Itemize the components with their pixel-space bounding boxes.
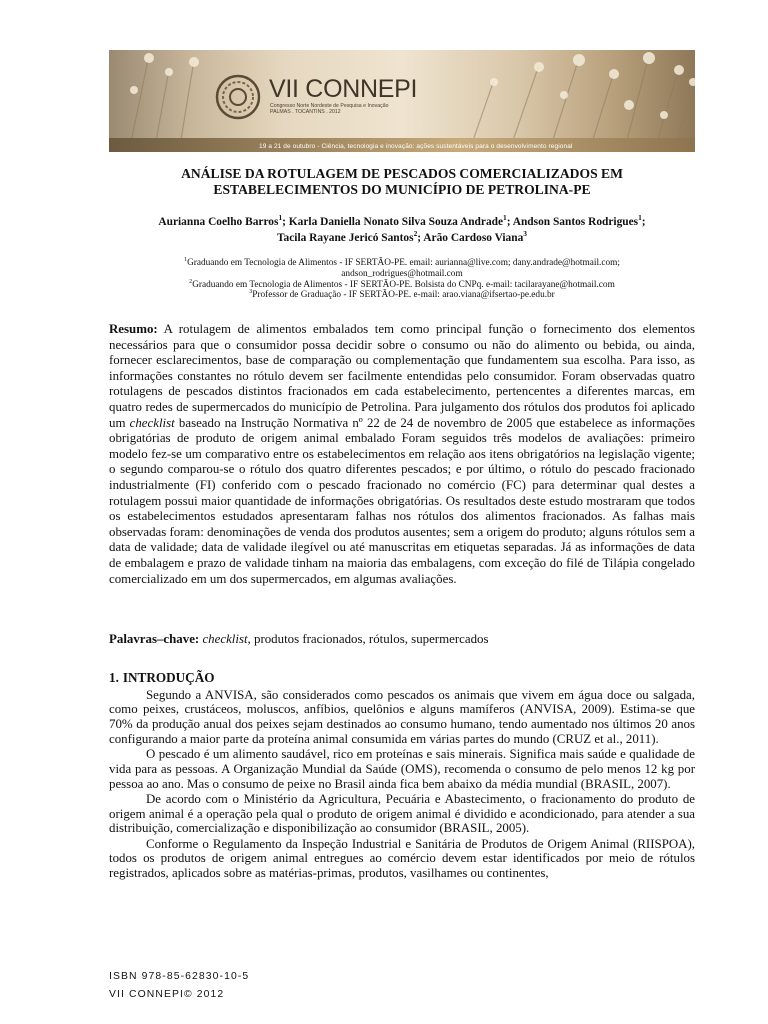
affiliations: $^1$Graduando em Tecnologia de Alimentos - IF SERTÃO-PE. email: aurianna@live.com; dany.andrade@hotmail.com; andson_rodrigues@hotmail.com $^2$Graduando em Tecnologia de Alimentos - IF SERTÃO-PE. Bolsista do CNPq. e-mail: tacilarayane@hotmail.com $^3$Professor de Graduação - IF SERTÃO-PE. e-mail: arao.viana@ifsertao-pe.edu.br <box>184 256 620 301</box>
section-heading: 1. INTRODUÇÃO <box>109 670 215 685</box>
introduction-section <box>109 671 695 881</box>
paragraph: De acordo com o Ministério da Agricultura, Pecuária e Abastecimento, o fracionamento do produto de origem animal é a operação pela qual o produto de origem animal é dividido e acondicionado, para atender a sua distribuição, comercialização e disponibilização ao consumidor (BRASIL, 2005). <box>109 791 695 836</box>
copyright: VII CONNEPI© 2012 <box>109 989 225 1000</box>
author-name: Arão Cardoso Viana <box>423 231 524 244</box>
connepi-logo-icon <box>215 74 261 120</box>
banner-strip <box>109 138 695 152</box>
author-name: Andson Santos Rodrigues <box>512 216 639 228</box>
abstract-label: Resumo: <box>109 322 158 336</box>
abstract: Resumo: A rotulagem de alimentos embalados tem como principal função o fornecimento dos elementos necessários para que o consumidor possa decidir sobre o consumo ou não do alimento ou bebida, ou ainda, fornecer esclarecimentos, base de comparação ou complementação que fundamentem sua escolha. Para isso, as informações constantes no rótulo devem ser facilmente entendidas pelo consumidor. Foram observadas quatro rotulagens de pescados distintos fracionados em cada estabelecimento, pertencentes a diferentes marcas, em quatro redes de supermercados do município de Petrolina. Para julgamento dos rótulos dos produtos foi aplicado um checklist baseado na Instrução Normativa nº 22 de 24 de novembro de 2005 que estabelece as informações obrigatórias de produto de origem animal embalado Foram seguidos três modelos de avaliações: primeiro modelo fez-se um comparativo entre os estabelecimentos em relação aos itens obrigatórios na legislação vigente; o segundo comparou-se o rótulo dos quatro diferentes pescados; e por último, o rótulo do pescado fracionado industrialmente (FI) conferido com o pescado fracionado no comércio (FC) para determinar qual destes a rotulagem possui maior quantidade de informações obrigatórias. Os resultados deste estudo mostraram que todos os estabelecimentos estudados apresentaram falhas nos rótulos dos alimentos fracionados. As falhas mais observadas foram: denominações de venda dos produtos ausentes; sem a origem do produto; alguns rótulos sem a data de validade; data de validade ilegível ou até manuscritas em etiquetas separadas. Já as informações de data de embalagem e prazo de validade tinham na maioria das embalagens, com exceção do filé de Tilápia congelado comercializado em um dos supermercados, em algumas avaliações. <box>109 322 695 586</box>
author-name: Aurianna Coelho Barros <box>158 216 279 228</box>
conference-logo-subtitle: Congresso Norte Nordeste de Pesquisa e Inovação PALMAS . TOCANTINS . 2012 <box>270 103 389 115</box>
paragraph: Segundo a ANVISA, são considerados como pescados os animais que vivem em água doce ou salgada, como peixes, crustáceos, moluscos, anfíbios, quelônios e alguns mamíferos (ANVISA, 2009). Estima-se que 70% da produção anual dos peixes sejam destinados ao consumo humano, tendo aumentado nos últimos 20 anos configurando a maior parte da proteína animal consumida em várias partes do mundo (CRUZ et al., 2011). <box>109 687 695 746</box>
conference-banner <box>109 50 695 152</box>
keywords: Palavras–chave: checklist, produtos fracionados, rótulos, supermercados <box>109 632 489 646</box>
keywords-label: Palavras–chave: <box>109 632 200 646</box>
paragraph: O pescado é um alimento saudável, rico em proteínas e sais minerais. Significa mais saúde e qualidade de vida para as pessoas. A Organização Mundial da Saúde (OMS), recomenda o consumo de pelo menos 12 kg por pessoa ao ano. Mas o consumo de peixe no Brasil ainda fica bem abaixo da média mundial (BRASIL, 2007). <box>109 747 695 791</box>
banner-tagline: 19 a 21 de outubro - Ciência, tecnologia e inovação: ações sustentáveis para o desenvolvimento regional <box>259 143 573 150</box>
page-footer <box>109 968 409 1004</box>
author-list: Aurianna Coelho Barros$^1$; Karla Daniella Nonato Silva Souza Andrade$^1$; Andson Santos Rodrigues$^1$; Tacila Rayane Jericó Santos$^2$; Arão Cardoso Viana$^3$ <box>158 213 646 244</box>
isbn: ISBN 978-85-62830-10-5 <box>109 971 250 982</box>
author-name: Tacila Rayane Jericó Santos <box>276 231 414 244</box>
author-name: Karla Daniella Nonato Silva Souza Andrade <box>288 216 504 228</box>
paragraph: Conforme o Regulamento da Inspeção Industrial e Sanitária de Produtos de Origem Animal (RIISPOA), todos os produtos de origem animal entregues ao comércio devem estar identificados por meio de rótulos registrados, aplicados sobre as matérias-primas, produtos, vasilhames ou continentes, <box>109 836 695 880</box>
paper-title: ANÁLISE DA ROTULAGEM DE PESCADOS COMERCIALIZADOS EM ESTABELECIMENTOS DO MUNICÍPIO DE PETROLINA-PE <box>181 166 623 197</box>
conference-logo-title: VII CONNEPI <box>269 75 418 103</box>
